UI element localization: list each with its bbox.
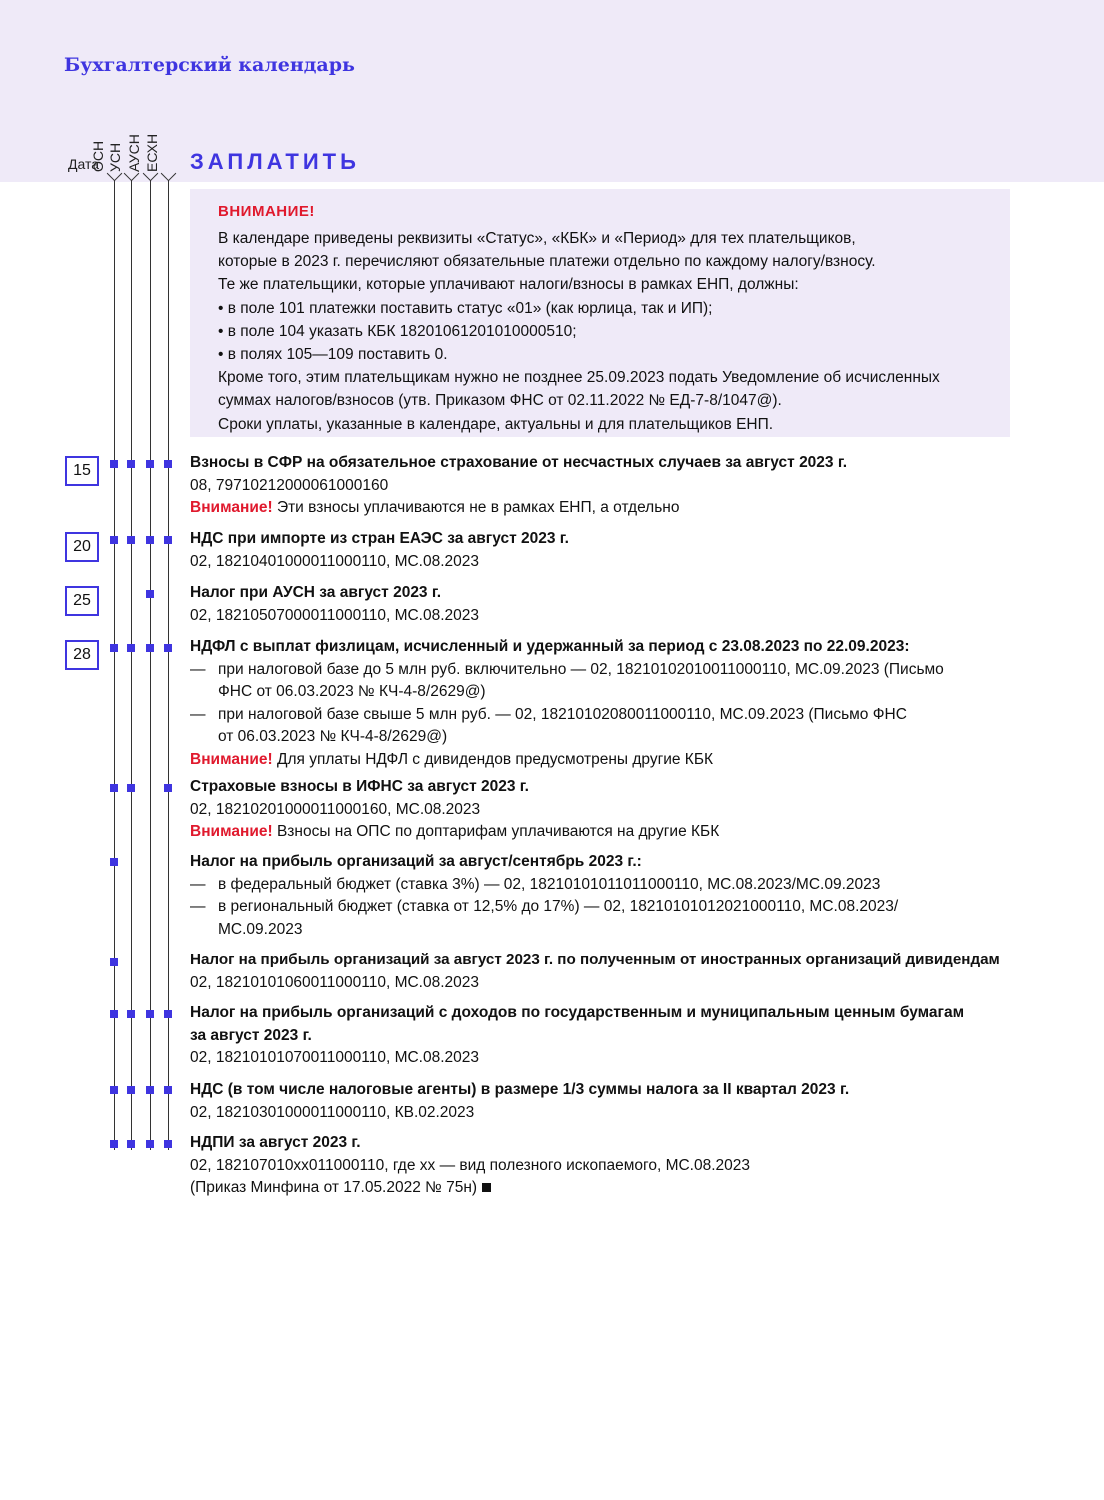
column-date-label: Дата (68, 156, 100, 172)
entry-title: Взносы в СФР на обязательное страхование от несчастных случаев за август 2023 г. (190, 454, 848, 471)
entry-warning: Внимание! Для уплаты НДФЛ с дивидендов предусмотрены другие КБК (190, 750, 714, 768)
marker-osn (110, 858, 118, 866)
marker-ausn (146, 590, 154, 598)
marker-usn (127, 644, 135, 652)
entry-profit-tax-securities (190, 1002, 1050, 1070)
notice-line: суммах налогов/взносов (утв. Приказом ФНС от 02.11.2022 № ЕД-7-8/1047@). (218, 392, 782, 410)
marker-eshn (164, 1140, 172, 1148)
marker-ausn (146, 1010, 154, 1018)
entry-details: 02, 18210507000011000110, МС.08.2023 (190, 606, 480, 624)
entry-title: НДПИ за август 2023 г. (190, 1134, 361, 1151)
notice-line: Сроки уплаты, указанные в календаре, актуальны и для плательщиков ЕНП. (218, 415, 774, 433)
column-line-ausn (150, 180, 151, 1150)
marker-eshn (164, 536, 172, 544)
entry-note: (Приказ Минфина от 17.05.2022 № 75н) (190, 1177, 1050, 1200)
marker-usn (127, 1086, 135, 1094)
marker-osn (110, 536, 118, 544)
marker-osn (110, 958, 118, 966)
marker-eshn (164, 1086, 172, 1094)
entry-accident-insurance (190, 452, 1050, 520)
entry-details: 02, 18210101070011000110, МС.08.2023 (190, 1049, 480, 1066)
marker-osn (110, 1010, 118, 1018)
entry-title: НДФЛ с выплат физлицам, исчисленный и удержанный за период с 23.08.2023 по 22.09.2023: (190, 638, 910, 655)
date-box-15: 15 (65, 456, 99, 486)
entry-warning: Внимание! Взносы на ОПС по доптарифам уплачиваются на другие КБК (190, 823, 720, 840)
notice-title: ВНИМАНИЕ! (218, 203, 315, 220)
notice-line: Кроме того, этим плательщикам нужно не позднее 25.09.2023 подать Уведомление об исчисленных (218, 369, 940, 387)
marker-osn (110, 1086, 118, 1094)
marker-osn (110, 460, 118, 468)
entry-ausn-tax (190, 582, 1050, 627)
notice-line: которые в 2023 г. перечисляют обязательные платежи отдельно по каждому налогу/взносу. (218, 253, 876, 271)
marker-eshn (164, 1010, 172, 1018)
marker-usn (127, 460, 135, 468)
entry-details: 02, 18210401000011000110, МС.08.2023 (190, 552, 480, 570)
entry-vat-import (190, 528, 1050, 573)
date-box-25: 25 (65, 586, 99, 616)
notice-line: В календаре приведены реквизиты «Статус», «КБК» и «Период» для тех плательщиков, (218, 230, 856, 247)
marker-osn (110, 784, 118, 792)
entry-title: Налог на прибыль организаций за август/сентябрь 2023 г.: (190, 853, 642, 870)
notice-line: • в полях 105—109 поставить 0. (218, 346, 448, 364)
entry-list-item: — при налоговой базе до 5 млн руб. включительно — 02, 18210102010011000110, МС.09.2023 (Письмо ФНС от 06.03.2023 № КЧ-4-8/2629@) (190, 660, 944, 700)
entry-title: НДС при импорте из стран ЕАЭС за август 2023 г. (190, 530, 569, 547)
entry-insurance-contributions (190, 776, 1050, 844)
entry-warning: Внимание! Эти взносы уплачиваются не в рамках ЕНП, а отдельно (190, 499, 680, 516)
notice-box (190, 189, 1010, 437)
header-band (0, 0, 1104, 182)
marker-ausn (146, 1086, 154, 1094)
notice-line: • в поле 104 указать КБК 18201061201010000510; (218, 322, 577, 340)
entry-title: за август 2023 г. (190, 1026, 312, 1044)
marker-osn (110, 644, 118, 652)
marker-usn (127, 1140, 135, 1148)
column-line-eshn (168, 180, 169, 1150)
entry-profit-tax (190, 851, 1050, 941)
entry-vat-quarter (190, 1079, 1050, 1124)
marker-eshn (164, 644, 172, 652)
marker-osn (110, 1140, 118, 1148)
marker-usn (127, 536, 135, 544)
entry-title: НДС (в том числе налоговые агенты) в размере 1/3 суммы налога за II квартал 2023 г. (190, 1081, 850, 1098)
notice-text (218, 227, 940, 436)
end-mark-icon (482, 1183, 491, 1192)
marker-ausn (146, 1140, 154, 1148)
entry-details: 08, 79710212000061000160 (190, 476, 389, 494)
notice-line: Те же плательщики, которые уплачивают налоги/взносы в рамках ЕНП, должны: (218, 276, 799, 294)
page-title: Бухгалтерский календарь (64, 54, 355, 76)
date-box-28: 28 (65, 640, 99, 670)
column-line-osn (114, 180, 115, 1150)
marker-ausn (146, 536, 154, 544)
marker-usn (127, 1010, 135, 1018)
marker-eshn (164, 460, 172, 468)
column-line-usn (131, 180, 132, 1150)
entry-profit-tax-dividends (190, 949, 1090, 994)
entry-ndpi (190, 1132, 1050, 1200)
entry-details: 02, 18210301000011000110, КВ.02.2023 (190, 1103, 475, 1121)
entry-details: 02, 182107010xx011000110, где xx — вид полезного ископаемого, МС.08.2023 (190, 1156, 751, 1174)
entry-ndfl (190, 636, 1050, 771)
date-box-20: 20 (65, 532, 99, 562)
notice-line: • в поле 101 платежки поставить статус «01» (как юрлица, так и ИП); (218, 299, 713, 317)
entry-list-item: — при налоговой базе свыше 5 млн руб. — 02, 18210102080011000110, МС.09.2023 (Письмо ФНС от 06.03.2023 № КЧ-4-8/2629@) (190, 705, 907, 745)
marker-eshn (164, 784, 172, 792)
marker-usn (127, 784, 135, 792)
entry-list-item: — в региональный бюджет (ставка от 12,5% до 17%) — 02, 18210101012021000110, МС.08.2023/ МС.09.2023 (190, 898, 899, 938)
entry-title: Страховые взносы в ИФНС за август 2023 г. (190, 778, 529, 795)
entry-title: Налог при АУСН за август 2023 г. (190, 584, 442, 601)
entry-details: 02, 18210201000011000160, МС.08.2023 (190, 800, 481, 818)
marker-ausn (146, 644, 154, 652)
marker-ausn (146, 460, 154, 468)
entry-title: Налог на прибыль организаций с доходов по государственным и муниципальным ценным бумагам (190, 1004, 965, 1021)
entry-list-item: — в федеральный бюджет (ставка 3%) — 02, 18210101011011000110, МС.08.2023/МС.09.2023 (190, 875, 881, 893)
entry-title: Налог на прибыль организаций за август 2023 г. по полученным от иностранных организаций дивидендам (190, 951, 1000, 968)
entry-details: 02, 18210101060011000110, МС.08.2023 (190, 973, 480, 991)
section-title: ЗАПЛАТИТЬ (190, 149, 360, 174)
